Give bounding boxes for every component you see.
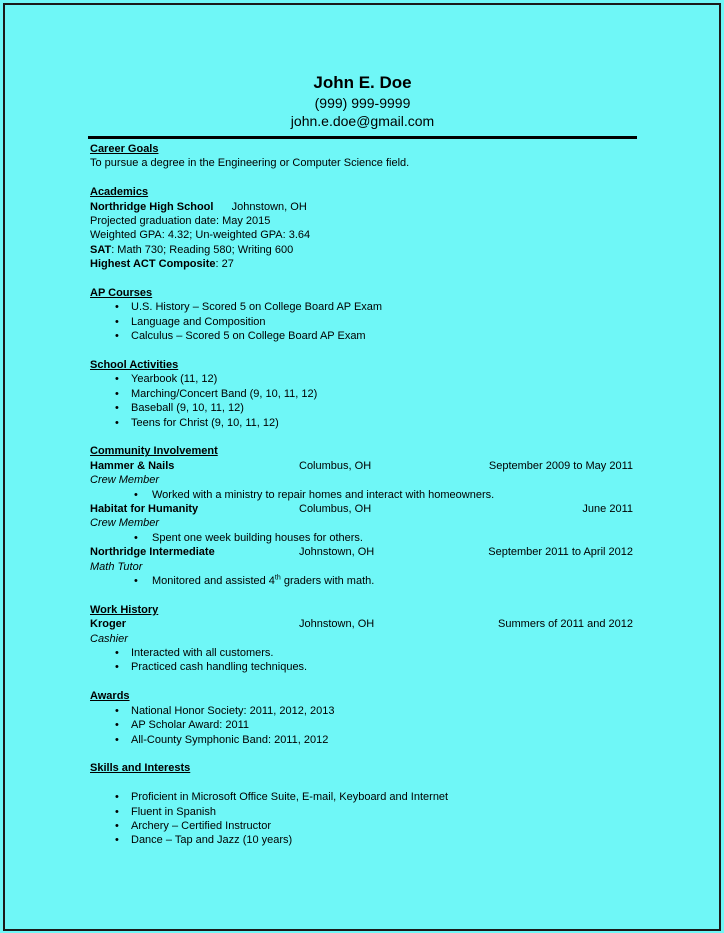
list-item: • All-County Symphonic Band: 2011, 2012 (115, 733, 329, 746)
bullet-icon: • (115, 661, 119, 674)
employer-name: Kroger (90, 618, 127, 631)
work-entry-header (90, 617, 635, 631)
resume-body (90, 142, 635, 848)
bullet-icon: • (115, 819, 119, 832)
header-divider (88, 136, 637, 139)
list-item: • Marching/Concert Band (9, 10, 11, 12) (115, 387, 318, 400)
awards-title: Awards (90, 690, 130, 703)
applicant-email: john.e.doe@gmail.com (290, 113, 435, 129)
ap-courses-title: AP Courses (90, 287, 153, 300)
work-history-title: Work History (90, 603, 159, 616)
bullet-icon: • (115, 704, 119, 717)
ap-courses-list (90, 300, 635, 343)
list-item: • Fluent in Spanish (115, 805, 216, 818)
community-entry-header (90, 459, 635, 473)
community-entry-header (90, 502, 635, 516)
employer-location: Johnstown, OH (299, 618, 375, 631)
bullet-icon: • (115, 301, 119, 314)
org-name: Habitat for Humanity (90, 503, 199, 516)
list-item: • AP Scholar Award: 2011 (115, 719, 250, 732)
list-item: • Monitored and assisted 4th graders with math. (134, 574, 375, 588)
sat-label: SAT (90, 243, 112, 256)
bullet-icon: • (115, 387, 119, 400)
bullet-icon: • (115, 402, 119, 415)
school-activities-title: School Activities (90, 359, 179, 372)
bullet-icon: • (115, 315, 119, 328)
applicant-phone: (999) 999-9999 (314, 95, 411, 111)
list-item: • Teens for Christ (9, 10, 11, 12) (115, 416, 279, 429)
school-line (90, 200, 635, 214)
career-goals-text: To pursue a degree in the Engineering or Computer Science field. (90, 157, 410, 170)
skills-list (90, 790, 635, 848)
work-bullets (90, 646, 635, 675)
job-title: Cashier (90, 632, 128, 645)
bullet-icon: • (115, 719, 119, 732)
org-location: Columbus, OH (299, 503, 372, 516)
community-bullets (90, 574, 635, 588)
community-title: Community Involvement (90, 445, 218, 458)
list-item: • Interacted with all customers. (115, 647, 274, 660)
skills-title: Skills and Interests (90, 762, 191, 775)
act-score: : 27 (215, 258, 234, 271)
community-bullets (90, 488, 635, 502)
list-item: • Practiced cash handling techniques. (115, 661, 308, 674)
bullet-icon: • (115, 733, 119, 746)
bullet-icon: • (134, 575, 138, 588)
role-title: Crew Member (90, 517, 160, 530)
gpa-line: Weighted GPA: 4.32; Un-weighted GPA: 3.64 (90, 229, 311, 242)
org-dates: September 2009 to May 2011 (488, 459, 633, 472)
org-name: Northridge Intermediate (90, 546, 215, 559)
bullet-icon: • (115, 834, 119, 847)
role-title: Math Tutor (90, 560, 143, 573)
sat-line (90, 243, 635, 257)
list-item: • National Honor Society: 2011, 2012, 2013 (115, 704, 335, 717)
list-item: • Spent one week building houses for others. (134, 531, 363, 544)
list-item: • Archery – Certified Instructor (115, 819, 271, 832)
org-dates: June 2011 (582, 503, 633, 516)
role-title: Crew Member (90, 474, 160, 487)
list-item: • Yearbook (11, 12) (115, 373, 218, 386)
org-location: Johnstown, OH (299, 546, 375, 559)
bullet-icon: • (134, 531, 138, 544)
org-dates: September 2011 to April 2012 (488, 546, 633, 559)
bullet-icon: • (115, 416, 119, 429)
resume-header (90, 72, 635, 130)
bullet-icon: • (134, 488, 138, 501)
sat-scores: : Math 730; Reading 580; Writing 600 (111, 243, 294, 256)
list-item: • U.S. History – Scored 5 on College Board AP Exam (115, 301, 383, 314)
list-item: • Worked with a ministry to repair homes and interact with homeowners. (134, 488, 495, 501)
act-line (90, 257, 635, 271)
list-item: • Baseball (9, 10, 11, 12) (115, 402, 244, 415)
school-activities-list (90, 372, 635, 430)
bullet-icon: • (115, 330, 119, 343)
org-name: Hammer & Nails (90, 459, 175, 472)
community-bullets (90, 531, 635, 545)
awards-list (90, 704, 635, 747)
bullet-icon: • (115, 805, 119, 818)
school-location: Johnstown, OH (231, 200, 307, 213)
bullet-icon: • (115, 373, 119, 386)
graduation-date: Projected graduation date: May 2015 (90, 215, 271, 228)
applicant-name: John E. Doe (313, 73, 412, 92)
bullet-icon: • (115, 791, 119, 804)
bullet-icon: • (115, 647, 119, 660)
list-item: • Calculus – Scored 5 on College Board AP Exam (115, 330, 366, 343)
academics-title: Academics (90, 186, 149, 199)
community-entry-header (90, 545, 635, 559)
org-location: Columbus, OH (299, 459, 372, 472)
career-goals-title: Career Goals (90, 143, 159, 155)
list-item: • Language and Composition (115, 315, 266, 328)
list-item: • Proficient in Microsoft Office Suite, E-mail, Keyboard and Internet (115, 791, 449, 804)
employment-dates: Summers of 2011 and 2012 (498, 618, 633, 631)
list-item: • Dance – Tap and Jazz (10 years) (115, 834, 293, 847)
act-label: Highest ACT Composite (90, 258, 216, 271)
school-name: Northridge High School (90, 200, 214, 213)
